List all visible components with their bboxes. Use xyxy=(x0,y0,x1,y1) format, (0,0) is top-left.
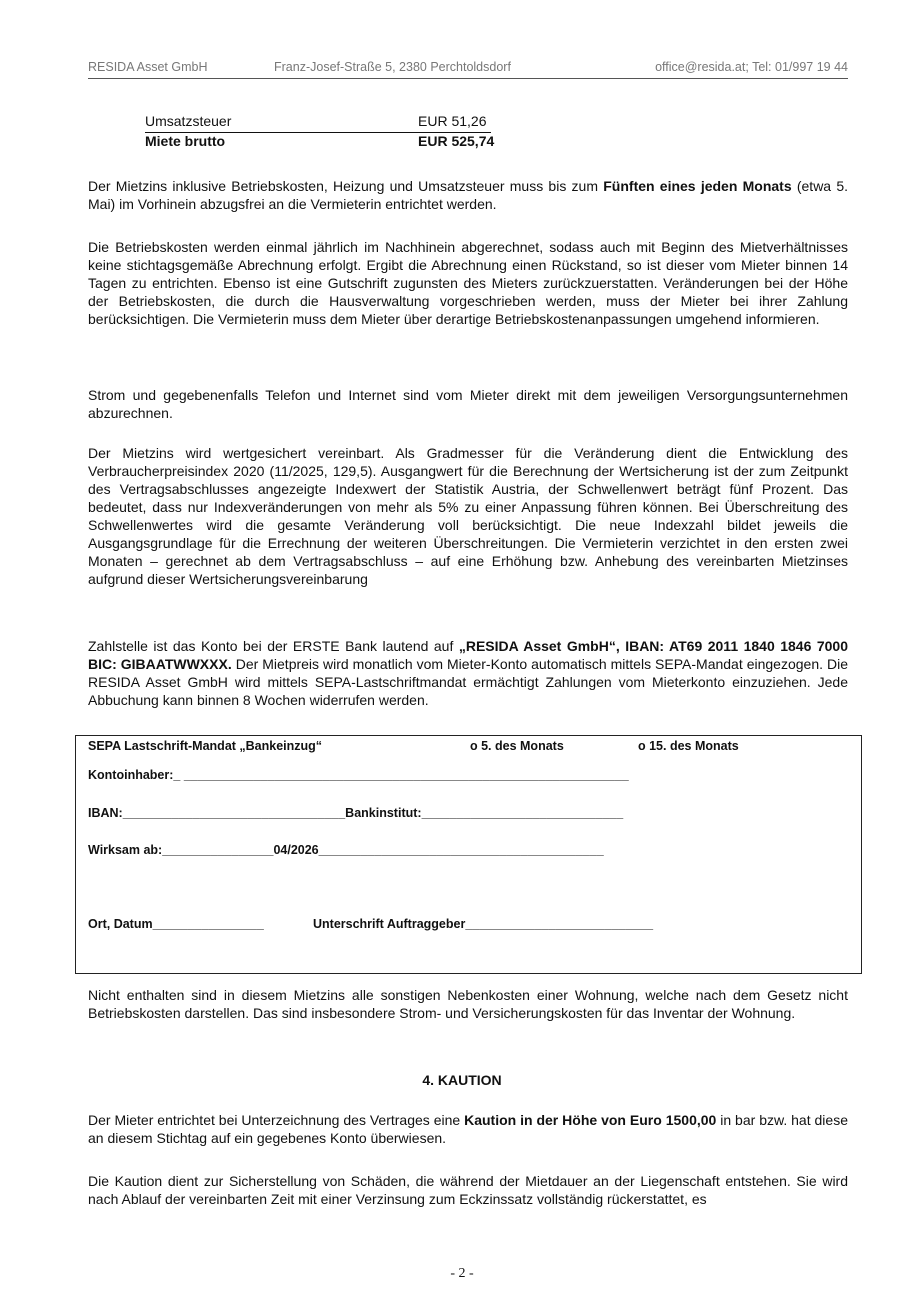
header-company: RESIDA Asset GmbH xyxy=(88,60,208,74)
p1-text-bold: Fünften eines jeden Monats xyxy=(603,178,792,194)
effective-date-field[interactable]: Wirksam ab:________________04/2026_________________________________________ xyxy=(88,843,604,857)
paragraph-utilities: Strom und gegebenenfalls Telefon und Internet sind vom Mieter direkt mit dem jeweiligen Versorgungsunternehmen abzurechnen. xyxy=(88,387,848,421)
gross-label: Miete brutto xyxy=(145,133,226,149)
p5-text-a: Zahlstelle ist das Konto bei der ERSTE Bank lautend auf xyxy=(88,638,459,654)
page-number: - 2 - xyxy=(450,1266,474,1281)
section-heading-deposit: 4. KAUTION xyxy=(422,1072,502,1088)
option-15th-month[interactable]: o 15. des Monats xyxy=(638,739,739,753)
paragraph-excluded-costs: Nicht enthalten sind in diesem Mietzins alle sonstigen Nebenkosten einer Wohnung, welche nach dem Gesetz nicht Betriebskosten darstellen. Das sind insbesondere Strom- und Versicherungskosten für das Inventar der Wohnung. xyxy=(88,987,848,1021)
p5-text-bold: „RESIDA Asset GmbH“, IBAN: AT69 2011 1840 1846 7000 BIC: GIBAATWWXXX. xyxy=(88,638,849,672)
paragraph-operating-costs: Die Betriebskosten werden einmal jährlich im Nachhinein abgerechnet, sodass auch mit Beginn des Mietverhältnisses keine stichtagsgemäße Abrechnung erfolgt. Ergibt die Abrechnung einen Rückstand, so ist dieser vom Mieter binnen 14 Tagen zu entrichten. Ebenso ist eine Gutschrift zugunsten des Mieters zurückzuerstatten. Veränderungen bei der Höhe der Betriebskosten, die durch die Hausverwaltung vorgeschrieben werden, muss der Mieter bei ihrer Zahlung berücksichtigen. Die Vermieterin muss dem Mieter über derartige Betriebskostenanpassungen umgehend informieren. xyxy=(88,239,848,327)
paragraph-indexation: Der Mietzins wird wertgesichert vereinbart. Als Gradmesser für die Veränderung dient die Entwicklung des Verbraucherpreisindex 2020 (11/2025, 129,5). Ausgangwert für die Berechnung der Wertsicherung ist der zum Zeitpunkt des Vertragsabschlusses angezeigte Indexwert der Statistik Austria, der Schwellenwert beträgt fünf Prozent. Das bedeutet, dass nur Indexveränderungen von mehr als 5% zu einer Anpassung führen können. Bei Überschreitung des Schwellenwertes wird die gesamte Veränderung voll berücksichtigt. Die neue Indexzahl bildet jeweils die Ausgangsgrundlage für die Errechnung der weiteren Überschreitungen. Die Vermieterin verzichtet in den ersten zwei Monaten – gerechnet ab dem Vertragsabschluss – auf eine Erhöhung bzw. Anhebung des vereinbarten Mietzinses aufgrund dieser Wertsicherungsvereinbarung xyxy=(88,445,848,587)
paragraph-payment-due xyxy=(88,177,848,213)
iban-bank-field[interactable]: IBAN:________________________________Bankinstitut:_____________________________ xyxy=(88,806,624,820)
gross-value: EUR 525,74 xyxy=(418,133,495,149)
tax-row xyxy=(145,113,491,133)
header-address: Franz-Josef-Straße 5, 2380 Perchtoldsdorf xyxy=(274,60,511,74)
signature-field[interactable]: Unterschrift Auftraggeber___________________________ xyxy=(313,917,654,931)
p7-text-c: in bar bzw. hat diese an diesem Stichtag auf ein gegebenes Konto überwiesen. xyxy=(88,1112,848,1146)
tax-label: Umsatzsteuer xyxy=(145,113,232,129)
gross-row xyxy=(145,133,505,152)
sepa-title: SEPA Lastschrift-Mandat „Bankeinzug“ xyxy=(88,739,323,753)
p7-text-bold: Kaution in der Höhe von Euro 1500,00 xyxy=(464,1112,717,1128)
p1-text-c: (etwa 5. Mai) im Vorhinein abzugsfrei an die Vermieterin entrichtet werden. xyxy=(88,178,848,212)
tax-value: EUR 51,26 xyxy=(418,113,487,129)
sepa-mandate-form xyxy=(75,735,862,974)
account-holder-field[interactable]: Kontoinhaber:_ ________________________________________________________________ xyxy=(88,768,629,782)
option-5th-month[interactable]: o 5. des Monats xyxy=(470,739,564,753)
paragraph-deposit-amount xyxy=(88,1111,848,1147)
p7-text-a: Der Mieter entrichtet bei Unterzeichnung des Vertrages eine xyxy=(88,1112,465,1128)
page-header xyxy=(88,58,848,79)
p1-text-a: Der Mietzins inklusive Betriebskosten, Heizung und Umsatzsteuer muss bis zum xyxy=(88,178,604,194)
rent-summary xyxy=(145,113,505,152)
paragraph-payment-account xyxy=(88,637,848,709)
header-contact: office@resida.at; Tel: 01/997 19 44 xyxy=(655,60,848,74)
place-date-field[interactable]: Ort, Datum________________ xyxy=(88,917,264,931)
paragraph-deposit-purpose: Die Kaution dient zur Sicherstellung von Schäden, die während der Mietdauer an der Liegenschaft entstehen. Sie wird nach Ablauf der vereinbarten Zeit mit einer Verzinsung zum Eckzinssatz vollständig rückerstattet, es xyxy=(88,1173,848,1207)
p5-text-c: Der Mietpreis wird monatlich vom Mieter-Konto automatisch mittels SEPA-Mandat eingezogen. Die RESIDA Asset GmbH wird mittels SEPA-Lastschriftmandat ermächtigt Zahlungen vom Mieterkonto einzuziehen. Jede Abbuchung kann binnen 8 Wochen widerrufen werden. xyxy=(88,656,848,708)
